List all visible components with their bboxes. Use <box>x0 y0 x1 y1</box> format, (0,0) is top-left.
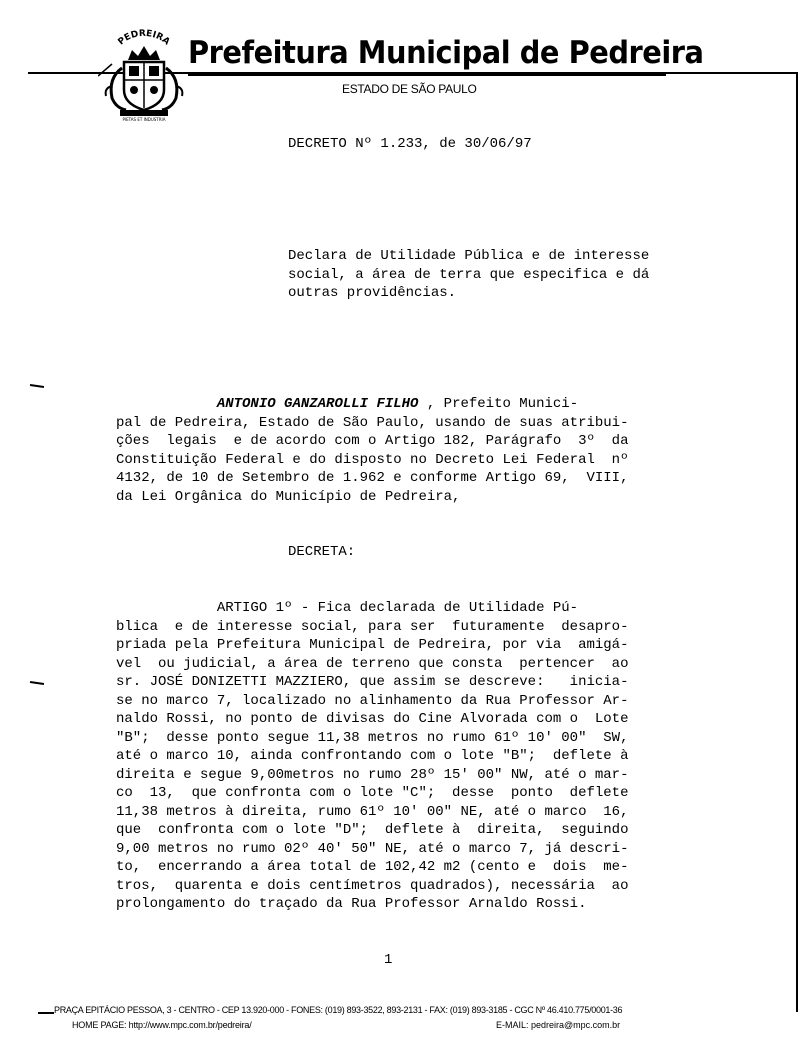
article-line: 9,00 metros no rumo 02º 40' 50" NE, até o marco 7, já descri- <box>116 840 629 857</box>
article-line: se no marco 7, localizado no alinhamento da Rua Professor Ar- <box>116 692 629 709</box>
article-line: prolongamento do traçado da Rua Professor Arnaldo Rossi. <box>116 896 587 912</box>
decree-summary <box>288 247 649 303</box>
footer-address: PRAÇA EPITÁCIO PESSOA, 3 - CENTRO - CEP 13.920-000 - FONES: (019) 893-3522, 893-2131 - FAX: (019) 893-3185 - CGC Nº 46.410.775/0001-36 <box>54 1005 623 1015</box>
page-title: Prefeitura Municipal de Pedreira <box>188 35 704 71</box>
summary-line: social, a área de terra que especifica e dá <box>288 266 650 283</box>
article-line: naldo Rossi, no ponto de divisas do Cine Alvorada com o Lote <box>116 711 629 727</box>
article-line: ARTIGO 1º - Fica declarada de Utilidade Pú- <box>216 600 579 616</box>
article-line: até o marco 10, ainda confrontando com o lote "B"; deflete à <box>116 748 629 764</box>
article-line: que confronta com o lote "D"; deflete à direita, seguindo <box>116 822 629 838</box>
article-line: co 13, que confronta com o lote "C"; desse ponto deflete <box>116 785 629 801</box>
preamble-line: Constituição Federal e do disposto no Decreto Lei Federal nº <box>116 451 629 468</box>
decreta-heading: DECRETA: <box>288 544 356 560</box>
crest-bottom-text: PIETAS ET INDUSTRIA <box>122 117 166 122</box>
article-line: sr. JOSÉ DONIZETTI MAZZIERO, que assim se descreve: inicia- <box>116 674 629 690</box>
article-line: direita e segue 9,00metros no rumo 28º 15' 00" NW, até o mar- <box>116 766 629 783</box>
article-line: 11,38 metros à direita, rumo 61º 10' 00" NE, até o marco 16, <box>116 803 629 820</box>
preamble-line: ções legais e de acordo com o Artigo 182, Parágrafo 3º da <box>116 433 629 449</box>
mayor-name: ANTONIO GANZAROLLI FILHO <box>216 396 419 412</box>
municipal-crest-icon <box>98 28 190 122</box>
article-line: priada pela Prefeitura Municipal de Pedreira, por via amigá- <box>116 637 629 653</box>
article-line: vel ou judicial, a área de terreno que consta pertencer ao <box>116 655 629 672</box>
article-line: "B"; desse ponto segue 11,38 metros no rumo 61º 10' 00" SW, <box>116 729 629 746</box>
summary-line: Declara de Utilidade Pública e de interesse <box>288 248 650 264</box>
decree-number: DECRETO Nº 1.233, de 30/06/97 <box>288 136 532 152</box>
svg-text:PEDREIRA <box>116 29 171 48</box>
article-1 <box>116 599 628 914</box>
header-subtitle: ESTADO DE SÃO PAULO <box>342 82 477 96</box>
footer-email-link[interactable]: E-MAIL: pedreira@mpc.com.br <box>496 1020 621 1030</box>
preamble-line: pal de Pedreira, Estado de São Paulo, usando de suas atribui- <box>116 414 629 431</box>
preamble-line: da Lei Orgânica do Município de Pedreira, <box>116 488 461 505</box>
article-line: to, encerrando a área total de 102,42 m2 (cento e dois me- <box>116 859 629 875</box>
article-line: blica e de interesse social, para ser futuramente desapro- <box>116 618 629 635</box>
preamble-line: , Prefeito Munici- <box>418 396 579 412</box>
footer-homepage-link[interactable]: HOME PAGE: http://www.mpc.com.br/pedreira/ <box>72 1020 252 1030</box>
footer-rule <box>38 1012 54 1014</box>
page-number: 1 <box>384 952 393 968</box>
decree-preamble <box>116 395 628 506</box>
article-line: tros, quarenta e dois centímetros quadrados), necessária ao <box>116 877 629 894</box>
crest-top-text: PEDREIRA <box>116 28 172 48</box>
preamble-line: 4132, de 10 de Setembro de 1.962 e conforme Artigo 69, VIII, <box>116 470 629 486</box>
summary-line: outras providências. <box>288 285 457 301</box>
header-underline <box>188 74 666 76</box>
